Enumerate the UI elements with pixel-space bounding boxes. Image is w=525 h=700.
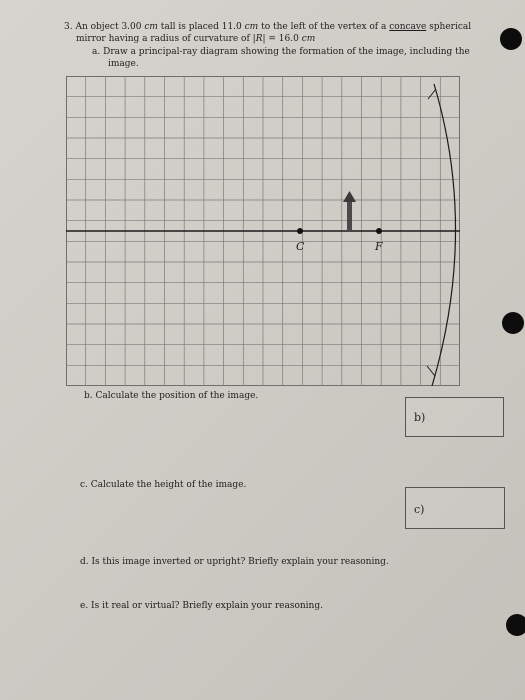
answer-box-b-label: b) (414, 411, 426, 424)
question-line-1 (64, 22, 471, 33)
concave-word: concave (389, 22, 427, 32)
question-text-b: tall is placed 11.0 (157, 22, 245, 32)
question-text-f: | = 16.0 (262, 34, 302, 44)
center-of-curvature-point (297, 228, 303, 234)
part-e-text: e. Is it real or virtual? Briefly explain your reasoning. (80, 601, 323, 611)
object-arrow-shaft (347, 199, 352, 231)
ray-diagram-grid[interactable] (66, 76, 460, 386)
part-b-text: b. Calculate the position of the image. (84, 391, 259, 401)
binder-hole-top (500, 28, 522, 50)
binder-hole-middle (502, 312, 524, 334)
part-a-letter: a. (92, 47, 101, 57)
part-a-line-1 (92, 47, 470, 58)
label-c: C (296, 240, 305, 253)
question-line-2 (76, 34, 315, 45)
unit-cm-1: cm (144, 22, 158, 32)
focal-point (376, 228, 382, 234)
answer-box-c-label: c) (414, 503, 425, 516)
object-arrow-head (343, 191, 356, 202)
mirror-hatch-top (428, 89, 436, 99)
mirror-hatch-bottom (427, 366, 435, 376)
answer-box-c[interactable] (405, 487, 505, 529)
question-text-e: mirror having a radius of curvature of | (76, 34, 256, 44)
unit-cm-3: cm (301, 34, 316, 44)
part-c-text: c. Calculate the height of the image. (80, 480, 247, 490)
concave-mirror (432, 84, 456, 386)
part-d-text: d. Is this image inverted or upright? Briefly explain your reasoning. (80, 557, 389, 567)
question-number: 3. (64, 22, 73, 32)
unit-cm-2: cm (244, 22, 259, 32)
part-a-line-2: image. (108, 59, 139, 69)
question-text-c: to the left of the vertex of a (258, 22, 390, 32)
answer-box-b[interactable] (405, 397, 504, 437)
binder-hole-bottom (506, 614, 525, 636)
part-a-text-1: Draw a principal-ray diagram showing the formation of the image, including the (103, 47, 470, 57)
question-text-a: An object 3.00 (75, 22, 145, 32)
question-text-d: spherical (426, 22, 472, 32)
radius-symbol: R (255, 34, 263, 44)
label-f: F (375, 240, 383, 253)
